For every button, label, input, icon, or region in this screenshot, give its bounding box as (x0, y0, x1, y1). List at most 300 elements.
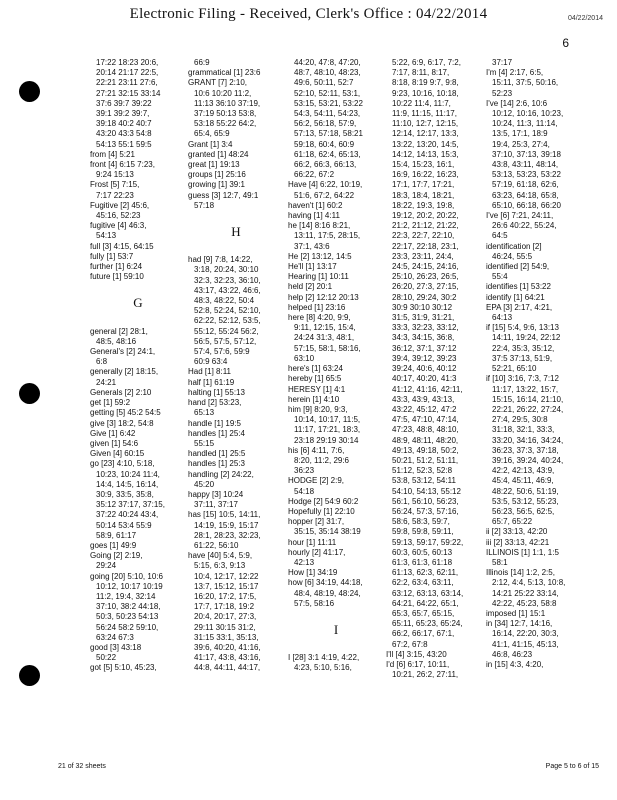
index-entry: Grant [1] 3:4 (188, 139, 233, 149)
index-entry: Had [1] 8:11 (188, 367, 231, 377)
index-entry-continuation: 39:6, 40:20, 41:16, (194, 642, 261, 652)
index-entry-continuation: 39:1 39:2 39:7, (96, 109, 150, 119)
index-entry-continuation: 7:17 22:23 (96, 190, 134, 200)
index-entry: handles [1] 25:4 (188, 428, 245, 438)
index-entry-continuation: 10:4, 12:17, 12:22 (194, 571, 259, 581)
index-entry-continuation: 20:14 21:17 22:5, (96, 68, 159, 78)
index-column-2 (188, 58, 284, 674)
index-entry: have [40] 5:4, 5:9, (188, 551, 253, 561)
index-entry-continuation: 14:11, 19:24, 22:12 (492, 333, 561, 343)
index-entry-continuation: 35:15, 35:14 38:19 (294, 527, 361, 537)
page-number: 6 (562, 36, 569, 50)
index-entry-continuation: 44:8, 44:11, 44:17, (194, 663, 261, 673)
index-entry-continuation: 53:5, 53:12, 55:23, (492, 496, 559, 506)
index-entry: Frost [5] 7:15, (90, 180, 140, 190)
index-entry-continuation: 63:12, 63:13, 63:14, (392, 588, 464, 598)
index-entry-continuation: 51:6, 67:2, 64:22 (294, 190, 355, 200)
index-entry-continuation: 58:9, 61:17 (96, 530, 137, 540)
index-entry: Hearing [1] 10:11 (288, 272, 349, 282)
index-entry-continuation: 48:5, 48:16 (96, 336, 137, 346)
index-entry-continuation: 24:21 (96, 377, 117, 387)
index-entry-continuation: 57:5, 58:16 (294, 598, 335, 608)
index-entry-continuation: 5:22, 6:9, 6:17, 7:2, (392, 58, 461, 67)
section-letter: I (333, 621, 339, 637)
index-entry-continuation: 57:15, 58:1, 58:16, (294, 343, 361, 353)
index-entry: I've [6] 7:21, 24:11, (486, 211, 554, 221)
index-entry-continuation: 55:15 (194, 438, 215, 448)
index-entry-continuation: 41:12, 41:16, 42:11, (392, 384, 463, 394)
index-entry-continuation: 57:18 (194, 200, 215, 210)
index-entry: Fugitive [2] 45:6, (90, 200, 150, 210)
index-entry-continuation: 13:7, 15:12, 15:17 (194, 581, 259, 591)
index-entry-continuation: 39:18 40:2 40:7 (96, 119, 152, 129)
index-entry-continuation: 67:2, 67:8 (392, 639, 428, 649)
index-entry: Hopefully [1] 22:10 (288, 506, 355, 516)
index-entry-continuation: 36:23 (294, 466, 315, 476)
index-entry-continuation: 32:3, 32:23, 36:10, (194, 275, 261, 285)
index-entry-continuation: 53:13, 53:23, 53:22 (492, 170, 561, 180)
index-entry-continuation: 30:9, 33:5, 35:8, (96, 489, 154, 499)
index-entry: get [1] 59:2 (90, 398, 131, 408)
index-entry-continuation: 20:4, 20:17, 27:3, (194, 612, 257, 622)
index-entry-continuation: 54:10, 54:13, 55:12 (392, 486, 461, 496)
index-entry: handling [2] 24:22, (188, 469, 254, 479)
index-entry-continuation: 65:3, 65:7, 65:15, (392, 608, 455, 618)
index-entry: good [3] 43:18 (90, 642, 142, 652)
index-entry-continuation: 16:14, 22:20, 30:3, (492, 629, 559, 639)
index-entry-continuation: 7:17, 8:11, 8:17, (392, 68, 450, 78)
index-entry: Have [4] 6:22, 10:19, (288, 180, 363, 190)
index-entry-continuation: 22:4, 35:3, 35:12, (492, 343, 555, 353)
index-entry-continuation: 50:21, 51:2, 51:11, (392, 455, 459, 465)
index-entry-continuation: 8:18, 8:19 9:7, 9:8, (392, 78, 459, 88)
section-letter: H (231, 224, 241, 240)
index-entry-continuation: 36:12, 37:1, 37:12 (392, 343, 457, 353)
index-entry: Going [2] 2:19, (90, 551, 143, 561)
index-entry-continuation: 60:9 63:4 (194, 357, 228, 367)
index-entry-continuation: 24:5, 24:15, 24:16, (392, 262, 459, 272)
index-entry-continuation: 65:4, 65:9 (194, 129, 230, 139)
index-entry-continuation: 31:18, 32:1, 33:3, (492, 425, 555, 435)
index-entry-continuation: 42:13 (294, 557, 315, 567)
index-entry: go [23] 4:10, 5:18, (90, 459, 155, 469)
index-entry-continuation: 56:24, 57:3, 57:16, (392, 506, 459, 516)
index-entry-continuation: 43:17, 43:22, 46:6, (194, 285, 261, 295)
index-entry-continuation: 43:8, 43:11, 48:14, (492, 160, 559, 170)
index-entry-continuation: 24:24 31:3, 48:1, (294, 333, 355, 343)
index-entry-continuation: 34:3, 34:15, 36:8, (392, 333, 455, 343)
index-entry: happy [3] 10:24 (188, 489, 244, 499)
index-entry: from [4] 5:21 (90, 149, 135, 159)
index-entry-continuation: 48:22, 50:6, 51:19, (492, 486, 559, 496)
index-entry-continuation: 48:9, 48:11, 48:20, (392, 435, 459, 445)
index-entry-continuation: 52:23 (492, 88, 513, 98)
index-entry-continuation: 23:18 29:19 30:14 (294, 435, 359, 445)
index-entry: his [6] 4:11, 7:6, (288, 445, 345, 455)
index-entry-continuation: 2:12, 4:4, 5:13, 10:8, (492, 578, 566, 588)
section-letter: G (133, 295, 143, 311)
index-entry-continuation: 65:11, 65:23, 65:24, (392, 619, 463, 629)
index-entry-continuation: 64:21, 64:22, 65:1, (392, 598, 459, 608)
index-entry-continuation: 39:16, 39:24, 40:24, (492, 455, 564, 465)
index-entry-continuation: 47:23, 48:8, 48:10, (392, 425, 459, 435)
sheet-count: 21 of 32 sheets (58, 763, 106, 770)
index-entry: fugitive [4] 46:3, (90, 221, 147, 231)
index-entry-continuation: 37:1, 43:6 (294, 241, 330, 251)
index-entry-continuation: 37:11, 37:17 (194, 500, 238, 510)
index-entry-continuation: 50:22 (96, 653, 117, 663)
index-entry-continuation: 11:17, 13:22, 15:7, (492, 384, 559, 394)
index-entry: ii [2] 33:13, 42:20 (486, 527, 548, 537)
index-entry-continuation: 13:5, 17:1, 18:9 (492, 129, 548, 139)
index-entry-continuation: 45:20 (194, 479, 215, 489)
index-column-3 (288, 58, 384, 674)
index-entry-continuation: 48:3, 48:22, 50:4 (194, 296, 255, 306)
index-entry-continuation: 11:17, 17:21, 18:3, (294, 425, 361, 435)
index-entry-continuation: 64:5 (492, 231, 508, 241)
index-entry: how [6] 34:19, 44:18, (288, 578, 363, 588)
index-entry: if [15] 5:4, 9:6, 13:13 (486, 323, 559, 333)
index-entry: full [3] 4:15, 64:15 (90, 241, 154, 251)
index-entry-continuation: 66:22, 67:2 (294, 170, 335, 180)
index-entry-continuation: 46:24, 55:5 (492, 251, 533, 261)
index-entry: held [2] 20:1 (288, 282, 333, 292)
index-entry-continuation: 41:17, 43:8, 43:16, (194, 653, 261, 663)
index-entry-continuation: 17:7, 17:18, 19:2 (194, 602, 255, 612)
index-entry: help [2] 12:12 20:13 (288, 292, 359, 302)
index-entry-continuation: 64:13 (492, 313, 513, 323)
index-entry: going [20] 5:10, 10:6 (90, 571, 163, 581)
index-entry-continuation: 10:24, 11:3, 11:14, (492, 119, 558, 129)
index-entry: great [1] 19:13 (188, 160, 240, 170)
index-entry: hourly [2] 41:17, (288, 547, 346, 557)
index-entry: I'd [6] 6:17, 10:11, (386, 659, 450, 669)
index-entry-continuation: 37:5 37:13, 51:9, (492, 353, 553, 363)
index-entry: hereby [1] 65:5 (288, 374, 342, 384)
index-entry-continuation: 58:1 (492, 557, 508, 567)
index-entry: he [14] 8:16 8:21, (288, 221, 351, 231)
index-entry-continuation: 59:18, 60:4, 60:9 (294, 139, 355, 149)
index-entry-continuation: 19:12, 20:2, 20:22, (392, 211, 459, 221)
binder-hole-3 (19, 665, 40, 686)
index-entry-continuation: 8:20, 11:2, 29:6 (294, 455, 350, 465)
index-entry-continuation: 29:24 (96, 561, 117, 571)
index-entry-continuation: 23:3, 23:11, 24:4, (392, 251, 454, 261)
index-entry-continuation: 15:15, 16:14, 21:10, (492, 394, 564, 404)
index-entry-continuation: 62:22, 52:12, 53:5, (194, 316, 261, 326)
index-entry-continuation: 43:20 43:3 54:8 (96, 129, 152, 139)
index-entry: having [1] 4:11 (288, 211, 340, 221)
index-entry-continuation: 65:13 (194, 408, 215, 418)
index-entry-continuation: 41:1, 41:15, 45:13, (492, 639, 559, 649)
index-entry-continuation: 9:11, 12:15, 15:4, (294, 323, 356, 333)
index-entry-continuation: 11:10, 12:7, 12:15, (392, 119, 459, 129)
index-entry: herein [1] 4:10 (288, 394, 340, 404)
index-entry: groups [1] 25:16 (188, 170, 246, 180)
index-entry-continuation: 13:22, 13:20, 14:5, (392, 139, 459, 149)
index-entry-continuation: 63:24 67:3 (96, 632, 134, 642)
index-entry-continuation: 10:23, 10:24 11:4, (96, 469, 160, 479)
index-entry-continuation: 10:14, 10:17, 11:5, (294, 415, 361, 425)
index-entry-continuation: 5:15, 6:3, 9:13 (194, 561, 246, 571)
index-entry: here [8] 4:20, 9:9, (288, 313, 351, 323)
index-entry: How [1] 34:19 (288, 568, 338, 578)
index-entry-continuation: 10:22 11:4, 11:7, (392, 98, 451, 108)
index-entry-continuation: 43:22, 45:12, 47:2 (392, 404, 457, 414)
index-entry-continuation: 47:5, 47:10, 47:14, (392, 415, 459, 425)
spacer (90, 317, 186, 327)
index-entry-continuation: 18:22, 19:3, 19:8, (392, 200, 455, 210)
index-entry: haven't [1] 60:2 (288, 200, 343, 210)
index-entry-continuation: 46:8, 46:23 (492, 649, 533, 659)
spacer (288, 643, 384, 653)
index-entry-continuation: 52:8, 52:24, 52:10, (194, 306, 261, 316)
index-entry: General's [2] 24:1, (90, 347, 156, 357)
index-entry: EPA [3] 2:17, 4:21, (486, 302, 553, 312)
index-entry-continuation: 49:6, 50:11, 52:7 (294, 78, 354, 88)
index-entry-continuation: 40:17, 40:20, 41:3 (392, 374, 457, 384)
index-entry: Illinois [14] 1:2, 2:5, (486, 568, 555, 578)
index-entry: GRANT [7] 2:10, (188, 78, 247, 88)
index-entry: if [10] 3:16, 7:3, 7:12 (486, 374, 559, 384)
index-entry-continuation: 22:17, 22:18, 23:1, (392, 241, 459, 251)
index-entry-continuation: 48:4, 48:19, 48:24, (294, 588, 361, 598)
index-entry-continuation: 12:14, 12:17, 13:3, (392, 129, 459, 139)
index-entry: given [1] 54:6 (90, 438, 139, 448)
index-entry-continuation: 51:12, 52:3, 52:8 (392, 466, 453, 476)
index-entry: identified [2] 54:9, (486, 262, 550, 272)
index-entry-continuation: 22:21 23:11 27:6, (96, 78, 158, 88)
index-entry-continuation: 59:13, 59:17, 59:22, (392, 537, 464, 547)
index-entry: here's [1] 63:24 (288, 364, 343, 374)
index-entry-continuation: 37:19 50:13 53:8, (194, 109, 257, 119)
index-entry: identify [1] 64:21 (486, 292, 545, 302)
index-entry-continuation: 56:1, 56:10, 56:23, (392, 496, 459, 506)
index-entry-continuation: 62:2, 63:4, 63:11, (392, 578, 454, 588)
index-entry: in [34] 12:7, 14:16, (486, 619, 553, 629)
index-entry-continuation: 33:20, 34:16, 34:24, (492, 435, 564, 445)
index-entry-continuation: 13:11, 17:5, 28:15, (294, 231, 361, 241)
index-entry: I'm [4] 2:17, 6:5, (486, 68, 544, 78)
index-entry: handle [1] 19:5 (188, 418, 241, 428)
index-entry: handles [1] 25:3 (188, 459, 245, 469)
index-entry-continuation: 37:10, 38:2 44:18, (96, 602, 161, 612)
index-entry-continuation: 45:16, 52:23 (96, 211, 141, 221)
index-entry-continuation: 36:23, 37:3, 37:18, (492, 445, 559, 455)
index-entry-continuation: 50:3, 50:23 54:13 (96, 612, 159, 622)
index-entry: HODGE [2] 2:9, (288, 476, 345, 486)
date-stamp: 04/22/2014 (567, 15, 603, 22)
index-column-5 (486, 58, 582, 670)
spacer (90, 282, 186, 292)
index-entry-continuation: 10:6 10:20 11:2, (194, 88, 252, 98)
index-entry-continuation: 30:9 30:10 30:12 (392, 302, 453, 312)
index-entry-continuation: 43:3, 43:9, 43:13, (392, 394, 455, 404)
index-entry-continuation: 15:11, 37:5, 50:16, (492, 78, 559, 88)
index-entry-continuation: 9:23, 10:16, 10:18, (392, 88, 459, 98)
index-entry-continuation: 54:3, 54:11, 54:23, (294, 109, 361, 119)
index-entry-continuation: 29:11 30:15 31:2, (194, 622, 256, 632)
index-entry-continuation: 50:14 53:4 55:9 (96, 520, 152, 530)
index-entry-continuation: 42:2, 42:13, 43:9, (492, 466, 555, 476)
index-entry-continuation: 17:22 18:23 20:6, (96, 58, 159, 67)
index-entry: future [1] 59:10 (90, 272, 144, 282)
index-entry-continuation: 66:2, 66:3, 66:13, (294, 160, 357, 170)
spacer (188, 245, 284, 255)
index-entry-continuation: 33:3, 32:23, 33:12, (392, 323, 459, 333)
index-column-4 (386, 58, 482, 680)
index-entry-continuation: 28:1, 28:23, 32:23, (194, 530, 261, 540)
index-entry-continuation: 25:10, 26:23, 26:5, (392, 272, 459, 282)
index-entry-continuation: 66:9 (194, 58, 210, 67)
index-entry: generally [2] 18:15, (90, 367, 159, 377)
index-entry-continuation: 28:10, 29:24, 30:2 (392, 292, 457, 302)
index-entry: hour [1] 11:11 (288, 537, 337, 547)
index-entry-continuation: 39:4, 39:12, 39:23 (392, 353, 457, 363)
index-entry-continuation: 19:4, 25:3, 27:4, (492, 139, 550, 149)
index-entry-continuation: 31:5, 31:9, 31:21, (392, 313, 455, 323)
index-entry-continuation: 4:23, 5:10, 5:16, (294, 663, 352, 673)
index-entry-continuation: 55:12, 55:24 56:2, (194, 326, 259, 336)
filing-header: Electronic Filing - Received, Clerk's Office : 04/22/2014 (129, 6, 488, 22)
spacer (288, 609, 384, 619)
index-entry-continuation: 10:12, 10:17 10:19 (96, 581, 163, 591)
index-entry-continuation: 57:13, 57:18, 58:21 (294, 129, 363, 139)
index-entry: Given [4] 60:15 (90, 449, 145, 459)
index-entry-continuation: 61:22, 56:10 (194, 540, 239, 550)
index-entry-continuation: 15:4, 15:23, 16:1, (392, 160, 455, 170)
index-entry-continuation: 37:17 (492, 58, 513, 67)
index-entry: give [3] 18:2, 54:8 (90, 418, 154, 428)
index-entry: grammatical [1] 23:6 (188, 68, 261, 78)
index-entry-continuation: 39:24, 40:6, 40:12 (392, 364, 457, 374)
word-index-columns (90, 58, 599, 758)
index-entry: fully [1] 53:7 (90, 251, 134, 261)
index-entry-continuation: 56:2, 56:18, 57:9, (294, 119, 357, 129)
index-entry-continuation: 55:4 (492, 272, 508, 282)
index-entry-continuation: 53:15, 53:21, 53:22 (294, 98, 363, 108)
index-entry-continuation: 3:18, 20:24, 30:10 (194, 265, 259, 275)
index-entry-continuation: 21:2, 21:12, 21:22, (392, 221, 459, 231)
index-entry: getting [5] 45:2 54:5 (90, 408, 161, 418)
index-entry: helped [1] 23:16 (288, 302, 346, 312)
index-entry-continuation: 18:3, 18:4, 18:21, (392, 190, 455, 200)
index-entry: ILLINOIS [1] 1:1, 1:5 (486, 547, 559, 557)
index-entry: iii [2] 33:13, 42:21 (486, 537, 550, 547)
index-entry: general [2] 28:1, (90, 326, 148, 336)
index-entry: HERESY [1] 4:1 (288, 384, 346, 394)
index-entry: identifies [1] 53:22 (486, 282, 551, 292)
index-entry-continuation: 22:21, 26:22, 27:24, (492, 404, 564, 414)
index-entry: halting [1] 55:13 (188, 387, 245, 397)
index-column-1 (90, 58, 186, 674)
index-entry-continuation: 54:13 55:1 59:5 (96, 139, 152, 149)
index-entry-continuation: 57:4, 57:6, 59:9 (194, 347, 250, 357)
index-entry-continuation: 60:3, 60:5, 60:13 (392, 547, 453, 557)
index-entry-continuation: 14:12, 14:13, 15:3, (392, 149, 459, 159)
index-entry: got [5] 5:10, 45:23, (90, 663, 157, 673)
index-entry: Hodge [2] 54:9 60:2 (288, 496, 359, 506)
index-entry-continuation: 54:13 (96, 231, 117, 241)
index-entry-continuation: 59:8, 59:8, 59:11, (392, 527, 454, 537)
index-entry-continuation: 61:13, 62:3, 62:11, (392, 568, 459, 578)
index-entry-continuation: 56:5, 57:5, 57:12, (194, 336, 257, 346)
index-entry: had [9] 7:8, 14:22, (188, 255, 253, 265)
index-entry-continuation: 9:24 15:13 (96, 170, 134, 180)
index-entry-continuation: 66:2, 66:17, 67:1, (392, 629, 455, 639)
index-entry: He'll [1] 13:17 (288, 262, 337, 272)
index-entry-continuation: 14:21 25:22 33:14, (492, 588, 559, 598)
index-entry-continuation: 61:18, 62:4, 65:13, (294, 149, 361, 159)
index-entry-continuation: 26:20, 27:3, 27:15, (392, 282, 459, 292)
index-entry-continuation: 52:10, 52:11, 53:1, (294, 88, 361, 98)
index-entry-continuation: 53:8, 53:12, 54:11 (392, 476, 456, 486)
index-entry: Give [1] 6:42 (90, 428, 136, 438)
index-entry-continuation: 52:21, 65:10 (492, 364, 537, 374)
index-entry-continuation: 42:22, 45:23, 58:8 (492, 598, 557, 608)
index-entry-continuation: 11:2, 19:4, 32:14 (96, 591, 156, 601)
index-entry: him [9] 8:20, 9:3, (288, 404, 348, 414)
index-entry: hand [2] 53:23, (188, 398, 242, 408)
index-entry-continuation: 53:18 55:22 64:2, (194, 119, 257, 129)
index-entry-continuation: 10:12, 10:16, 10:23, (492, 109, 564, 119)
index-entry: further [1] 6:24 (90, 262, 143, 272)
index-entry: I [28] 3:1 4:19, 4:22, (288, 653, 360, 663)
index-entry-continuation: 22:3, 22:7, 22:10, (392, 231, 455, 241)
index-entry: guess [3] 12:7, 49:1 (188, 190, 259, 200)
index-entry: He [2] 13:12, 14:5 (288, 251, 352, 261)
index-entry: granted [1] 48:24 (188, 149, 249, 159)
index-entry-continuation: 16:9, 16:22, 16:23, (392, 170, 459, 180)
index-entry-continuation: 27:21 32:15 33:14 (96, 88, 161, 98)
index-entry-continuation: 65:10, 66:18, 66:20 (492, 200, 561, 210)
index-entry-continuation: 45:4, 45:11, 46:9, (492, 476, 554, 486)
index-entry-continuation: 37:6 39:7 39:22 (96, 98, 152, 108)
index-entry: I've [14] 2:6, 10:6 (486, 98, 548, 108)
index-entry-continuation: 26:6 40:22, 55:24, (492, 221, 557, 231)
index-entry: front [4] 6:15 7:23, (90, 160, 155, 170)
page-range: Page 5 to 6 of 15 (545, 763, 599, 770)
binder-hole-1 (19, 81, 40, 102)
index-entry-continuation: 48:7, 48:10, 48:23, (294, 68, 361, 78)
spacer (188, 211, 284, 221)
index-entry-continuation: 11:9, 11:15, 11:17, (392, 109, 457, 119)
binder-hole-2 (19, 383, 40, 404)
index-entry-continuation: 35:12 37:17, 37:15, (96, 500, 165, 510)
index-entry-continuation: 56:23, 56:5, 62:5, (492, 506, 555, 516)
index-entry-continuation: 14:19, 15:9, 15:17 (194, 520, 259, 530)
index-entry-continuation: 10:21, 26:2, 27:11, (392, 670, 459, 680)
index-entry-continuation: 44:20, 47:8, 47:20, (294, 58, 361, 67)
index-entry-continuation: 14:4, 14:5, 16:14, (96, 479, 159, 489)
index-entry-continuation: 63:10 (294, 353, 315, 363)
index-entry-continuation: 57:19, 61:18, 62:6, (492, 180, 559, 190)
index-entry-continuation: 65:7, 65:22 (492, 517, 533, 527)
index-entry-continuation: 56:24 58:2 59:10, (96, 622, 159, 632)
index-entry: half [1] 61:19 (188, 377, 235, 387)
index-entry: Generals [2] 2:10 (90, 387, 152, 397)
index-entry: goes [1] 49:9 (90, 540, 137, 550)
index-entry-continuation: 49:13, 49:18, 50:2, (392, 445, 459, 455)
index-entry: identification [2] (486, 241, 542, 251)
index-entry-continuation: 17:1, 17:7, 17:21, (392, 180, 455, 190)
index-entry-continuation: 16:20, 17:2, 17:5, (194, 591, 257, 601)
index-entry: I'll [4] 3:15, 43:20 (386, 649, 447, 659)
index-entry: in [15] 4:3, 4:20, (486, 659, 544, 669)
index-entry: imposed [1] 15:1 (486, 608, 546, 618)
index-entry-continuation: 61:3, 61:3, 61:18 (392, 557, 453, 567)
index-entry-continuation: 63:23, 64:18, 65:8, (492, 190, 559, 200)
